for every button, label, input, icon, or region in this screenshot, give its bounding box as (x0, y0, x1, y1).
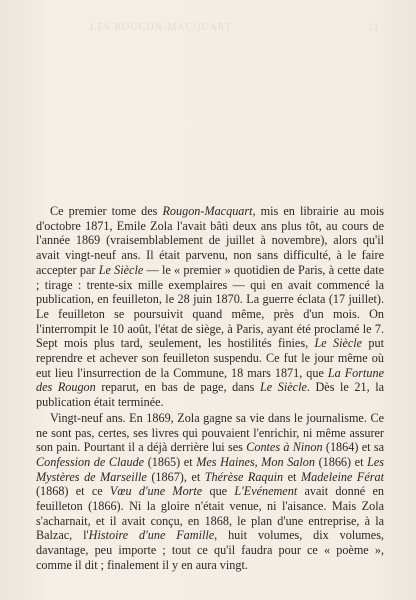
italic-title-run: Histoire d'une Famille (88, 528, 215, 543)
italic-title-run: La Fortune des Rougon (36, 365, 384, 395)
text-run: — le « premier » quotidien de Paris, à cette date ; tirage : trente-six mille exemplaires — qui en avait commencé la publication, en feuilleton, le 28 juin 1870. La guerre éclata (17 juillet). Le feuilleton se poursuivit quand même, près d'un mois. On l'interrompit le 10 août, l'état de siège, à Paris, ayant été proclamé le 7. Sept mois plus tard, seulement, les hostilités finies, (36, 262, 384, 351)
body-text (36, 204, 384, 573)
italic-title-run: Le Siècle (98, 262, 144, 277)
text-run: Ce premier tome des (50, 204, 163, 218)
text-run: (1866) et (314, 454, 368, 469)
italic-title-run: Vœu d'une Morte (109, 484, 203, 499)
italic-title-run: Madeleine Férat (300, 469, 384, 484)
running-header-page-number: 11 (368, 22, 380, 33)
text-run: , huit volumes, dix volumes, davantage, peu importe ; tout ce qu'il faudra pour ce « poème », comme il dit ; finalement il y en aura vingt. (36, 528, 384, 572)
italic-title-run: Thérèse Raquin (204, 469, 284, 484)
text-run: , mis en librairie au mois d'octobre 1871, Emile Zola l'avait bâti deux ans plus tôt, au cours de l'année 1869 (vraisemblablement de juillet à novembre), alors qu'il avait vingt-neuf ans. Il était parvenu, non sans difficulté, à le faire accepter par (36, 204, 384, 277)
text-run: (1867), et (146, 469, 205, 484)
text-run: Vingt-neuf ans. En 1869, Zola gagne sa vie dans le journalisme. Ce ne sont pas, certes, ses livres qui pouvaient l'enrichir, ni même assurer son pain. Pourtant il a déjà derrière lui ses (36, 410, 384, 455)
text-run: et (283, 469, 301, 484)
italic-title-run: Le Siècle (314, 336, 363, 351)
paragraph-2 (36, 411, 384, 573)
text-run: (1865) et (144, 454, 197, 469)
italic-title-run: L'Evénement (234, 484, 298, 499)
running-header-show-through (90, 22, 390, 33)
italic-title-run: Contes à Ninon (246, 440, 323, 455)
italic-title-run: Confession de Claude (36, 454, 145, 469)
italic-title-run: Rougon-Macquart (162, 204, 253, 218)
italic-title-run: Les Mystères de Marseille (36, 454, 384, 484)
text-run: (1868) et ce (36, 484, 110, 499)
text-run: put reprendre et achever son feuilleton suspendu. Ce fut le jour même où eut lieu l'insurrection de la Commune, 18 mars 1871, que (36, 336, 384, 380)
italic-title-run: Le Siècle (260, 380, 307, 395)
italic-title-run: Mes Haines, Mon Salon (196, 454, 315, 469)
running-header-title: LES ROUGON-MACQUART (90, 22, 233, 33)
text-run: . Dès le 21, la publication était terminée. (36, 380, 384, 410)
text-run: avait donné en feuilleton (1866). Ni la gloire n'était venue, ni l'aisance. Mais Zola s'acharnait, et il avait conçu, en 1868, le plan d'une entreprise, à la Balzac, l' (36, 484, 384, 543)
text-run: (1864) et sa (322, 440, 384, 455)
text-run: que (202, 484, 235, 499)
text-run: reparut, en bas de page, dans (95, 380, 260, 395)
paragraph-1 (36, 204, 384, 410)
